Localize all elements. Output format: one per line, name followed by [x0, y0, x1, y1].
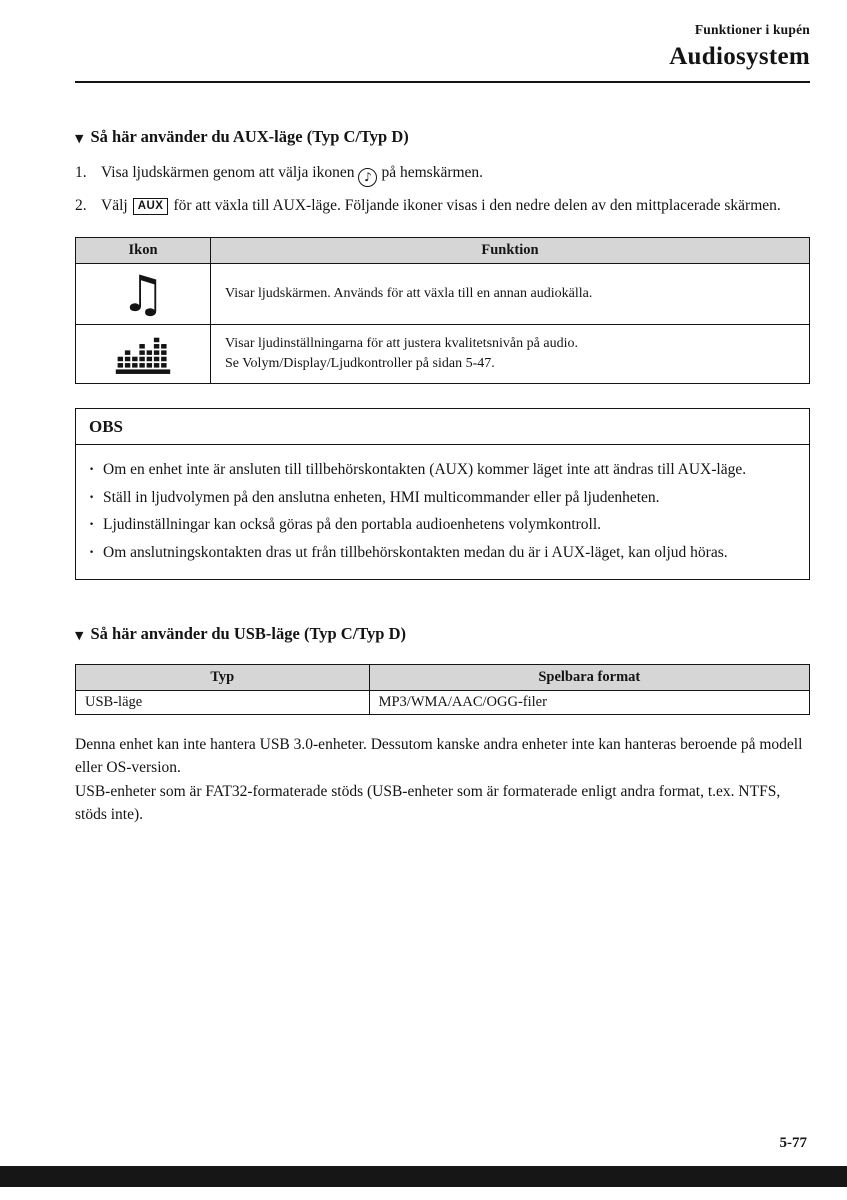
step-2 — [75, 194, 810, 217]
obs-item-text: · Ljudinställningar kan också göras på den portabla audioenhetens volymkontroll. — [103, 516, 602, 534]
step-number: 2. — [75, 196, 87, 214]
aux-button-icon: AUX — [133, 198, 169, 215]
step-text-segment: Visa ljudskärmen genom att välja ikonen — [101, 164, 355, 181]
table-row — [76, 263, 810, 324]
list-item — [89, 487, 793, 509]
table-header-row — [76, 237, 810, 263]
funktion-text: Se Volym/Display/Ljudkontroller på sidan 5-47. — [225, 356, 495, 372]
table-header-funktion: Funktion — [211, 237, 810, 263]
page-title: Audiosystem — [669, 43, 810, 70]
obs-item-text: · Ställ in ljudvolymen på den anslutna enheten, HMI multicommander eller på ljudenheten. — [103, 488, 660, 506]
circled-music-note-icon: ♪ — [358, 168, 377, 187]
table-row — [76, 691, 810, 715]
step-text-segment: för att växla till AUX-läge. Följande ikoner visas i den nedre delen av den mittplacerade skärmen. — [173, 196, 781, 214]
aux-steps-list — [75, 161, 810, 217]
paragraph: Denna enhet kan inte hantera USB 3.0-enheter. Dessutom kanske andra enheter inte kan hanteras beroende på modell eller OS-version. — [75, 736, 803, 777]
step-number: 1. — [75, 164, 87, 181]
usb-format-table — [75, 664, 810, 715]
section-heading-text: Så här använder du AUX-läge (Typ C/Typ D) — [90, 127, 409, 146]
table-header-typ: Typ — [76, 665, 370, 691]
table-cell-icon — [76, 263, 211, 324]
table-cell-typ: USB-läge — [76, 691, 370, 715]
usb-body-text — [75, 733, 810, 826]
footer-bar — [0, 1166, 847, 1187]
section-heading-usb — [75, 624, 810, 644]
equalizer-bars-icon — [114, 333, 172, 375]
triangle-down-icon: ▼ — [75, 131, 84, 145]
page-number: 5-77 — [779, 1135, 807, 1151]
table-cell-funktion — [211, 263, 810, 324]
obs-item-text: · Om en enhet inte är ansluten till tillbehörskontakten (AUX) kommer läget inte att ändras till AUX-läge. — [103, 461, 747, 479]
page-header — [75, 22, 810, 83]
table-cell-funktion — [211, 324, 810, 384]
obs-title: OBS — [76, 409, 809, 445]
table-header-ikon: Ikon — [76, 237, 211, 263]
step-text — [101, 194, 810, 217]
table-header-row — [76, 665, 810, 691]
aux-icon-table — [75, 237, 810, 385]
obs-item-text: · Om anslutningskontakten dras ut från tillbehörskontakten medan du är i AUX-läget, kan oljud höras. — [103, 543, 728, 561]
paragraph: USB-enheter som är FAT32-formaterade stöds (USB-enheter som är formaterade enligt andra format, t.ex. NTFS, stöds inte). — [75, 782, 781, 823]
section-heading-text: Så här använder du USB-läge (Typ C/Typ D) — [90, 624, 407, 644]
table-row — [76, 324, 810, 384]
obs-note-box — [75, 408, 810, 580]
section-heading-aux — [75, 127, 810, 147]
table-header-format: Spelbara format — [369, 665, 809, 691]
funktion-text: Visar ljudskärmen. Används för att växla till en annan audiokälla. — [225, 285, 593, 301]
list-item — [89, 542, 793, 564]
breadcrumb: Funktioner i kupén — [694, 22, 810, 37]
list-item — [89, 459, 793, 481]
obs-list — [76, 445, 809, 579]
table-cell-format: MP3/WMA/AAC/OGG-filer — [369, 691, 809, 715]
header-rule — [75, 81, 810, 83]
triangle-down-icon: ▼ — [75, 628, 84, 642]
step-1 — [75, 161, 810, 187]
list-item — [89, 514, 793, 536]
funktion-text: Visar ljudinställningarna för att justera kvalitetsnivån på audio. — [225, 335, 578, 351]
step-text-segment: Välj — [101, 196, 128, 214]
step-text-segment: på hemskärmen. — [381, 164, 484, 181]
table-cell-icon — [76, 324, 211, 384]
step-text — [101, 161, 810, 187]
music-notes-icon: ♫ — [120, 264, 166, 323]
